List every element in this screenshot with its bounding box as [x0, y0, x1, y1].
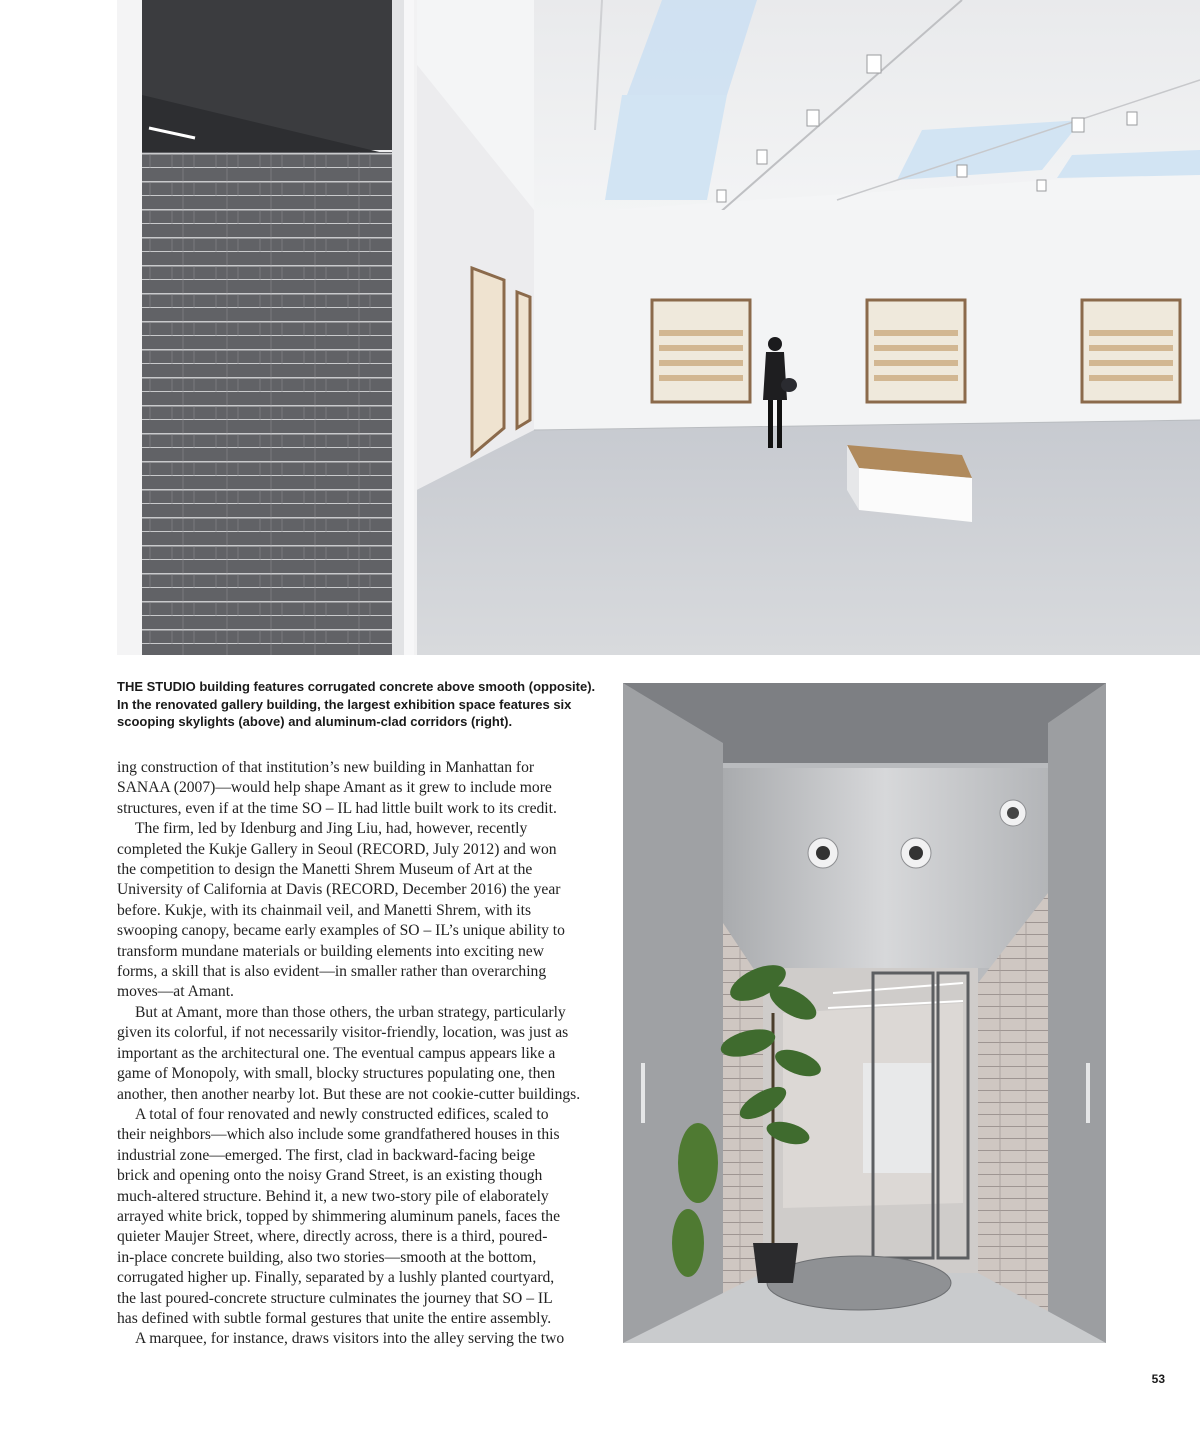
page-number: 53: [1151, 1372, 1165, 1386]
article-line: before. Kukje, with its chainmail veil, and Manetti Shrem, with its: [117, 901, 532, 919]
gallery-illustration: [117, 0, 1200, 655]
article-line: But at Amant, more than those others, the urban strategy, particularly: [135, 1003, 566, 1021]
article-line: transform mundane materials or building elements into exciting new: [117, 942, 544, 960]
article-line: the competition to design the Manetti Shrem Museum of Art at the: [117, 861, 533, 879]
article-line: important as the architectural one. The eventual campus appears like a: [117, 1044, 556, 1062]
article-line: forms, a skill that is also evident—in smaller rather than overarching: [117, 963, 547, 981]
article-line: structures, even if at the time SO – IL had little built work to its credit.: [117, 799, 557, 817]
article-line: brick and opening onto the noisy Grand Street, is an existing though: [117, 1167, 543, 1185]
article-line: The firm, led by Idenburg and Jing Liu, had, however, recently: [135, 820, 528, 838]
article-line: swooping canopy, became early examples of SO – IL’s unique ability to: [117, 922, 565, 940]
article-line: another, then another nearby lot. But these are not cookie-cutter buildings.: [117, 1085, 581, 1103]
article-line: SANAA (2007)—would help shape Amant as it grew to include more: [117, 779, 552, 797]
article-line: A total of four renovated and newly constructed edifices, scaled to: [135, 1105, 549, 1123]
article-line: in-place concrete building, also two stories—smooth at the bottom,: [117, 1248, 537, 1266]
caption-lead: THE STUDIO: [117, 679, 196, 694]
corridor-photo: [623, 683, 1106, 1343]
article-line: University of California at Davis (RECORD, December 2016) the year: [117, 881, 561, 899]
article-line: the last poured-concrete structure culminates the journey that SO – IL: [117, 1289, 553, 1307]
gallery-photo: [117, 0, 1200, 655]
article-line: quieter Maujer Street, where, directly across, there is a third, poured-: [117, 1228, 548, 1246]
article-line: ing construction of that institution’s new building in Manhattan for: [117, 759, 535, 776]
article-line: completed the Kukje Gallery in Seoul (RECORD, July 2012) and won: [117, 840, 557, 858]
article-body: [117, 758, 597, 1350]
article-line: arrayed white brick, topped by shimmering aluminum panels, faces the: [117, 1207, 560, 1225]
corridor-illustration: [623, 683, 1106, 1343]
article-line: A marquee, for instance, draws visitors into the alley serving the two: [135, 1330, 565, 1348]
article-line: game of Monopoly, with small, blocky structures populating one, then: [117, 1065, 556, 1083]
article-line: moves—at Amant.: [117, 983, 234, 1001]
article-line: their neighbors—which also include some grandfathered houses in this: [117, 1126, 560, 1144]
article-line: corrugated higher up. Finally, separated by a lushly planted courtyard,: [117, 1269, 555, 1287]
article-line: industrial zone—emerged. The first, clad in backward-facing beige: [117, 1146, 536, 1164]
caption-text: building features corrugated concrete above smooth (opposite). In the renovated gallery building, the largest exhibition space features six scooping skylights (above) and aluminum-clad corridors (right).: [117, 679, 596, 729]
article-line: given its colorful, if not necessarily visitor-friendly, location, was just as: [117, 1024, 569, 1042]
article-line: much-altered structure. Behind it, a new two-story pile of elaborately: [117, 1187, 549, 1205]
article-line: has defined with subtle formal gestures that unite the entire assembly.: [117, 1309, 552, 1327]
photo-caption: [117, 678, 607, 731]
bench: [847, 445, 972, 522]
